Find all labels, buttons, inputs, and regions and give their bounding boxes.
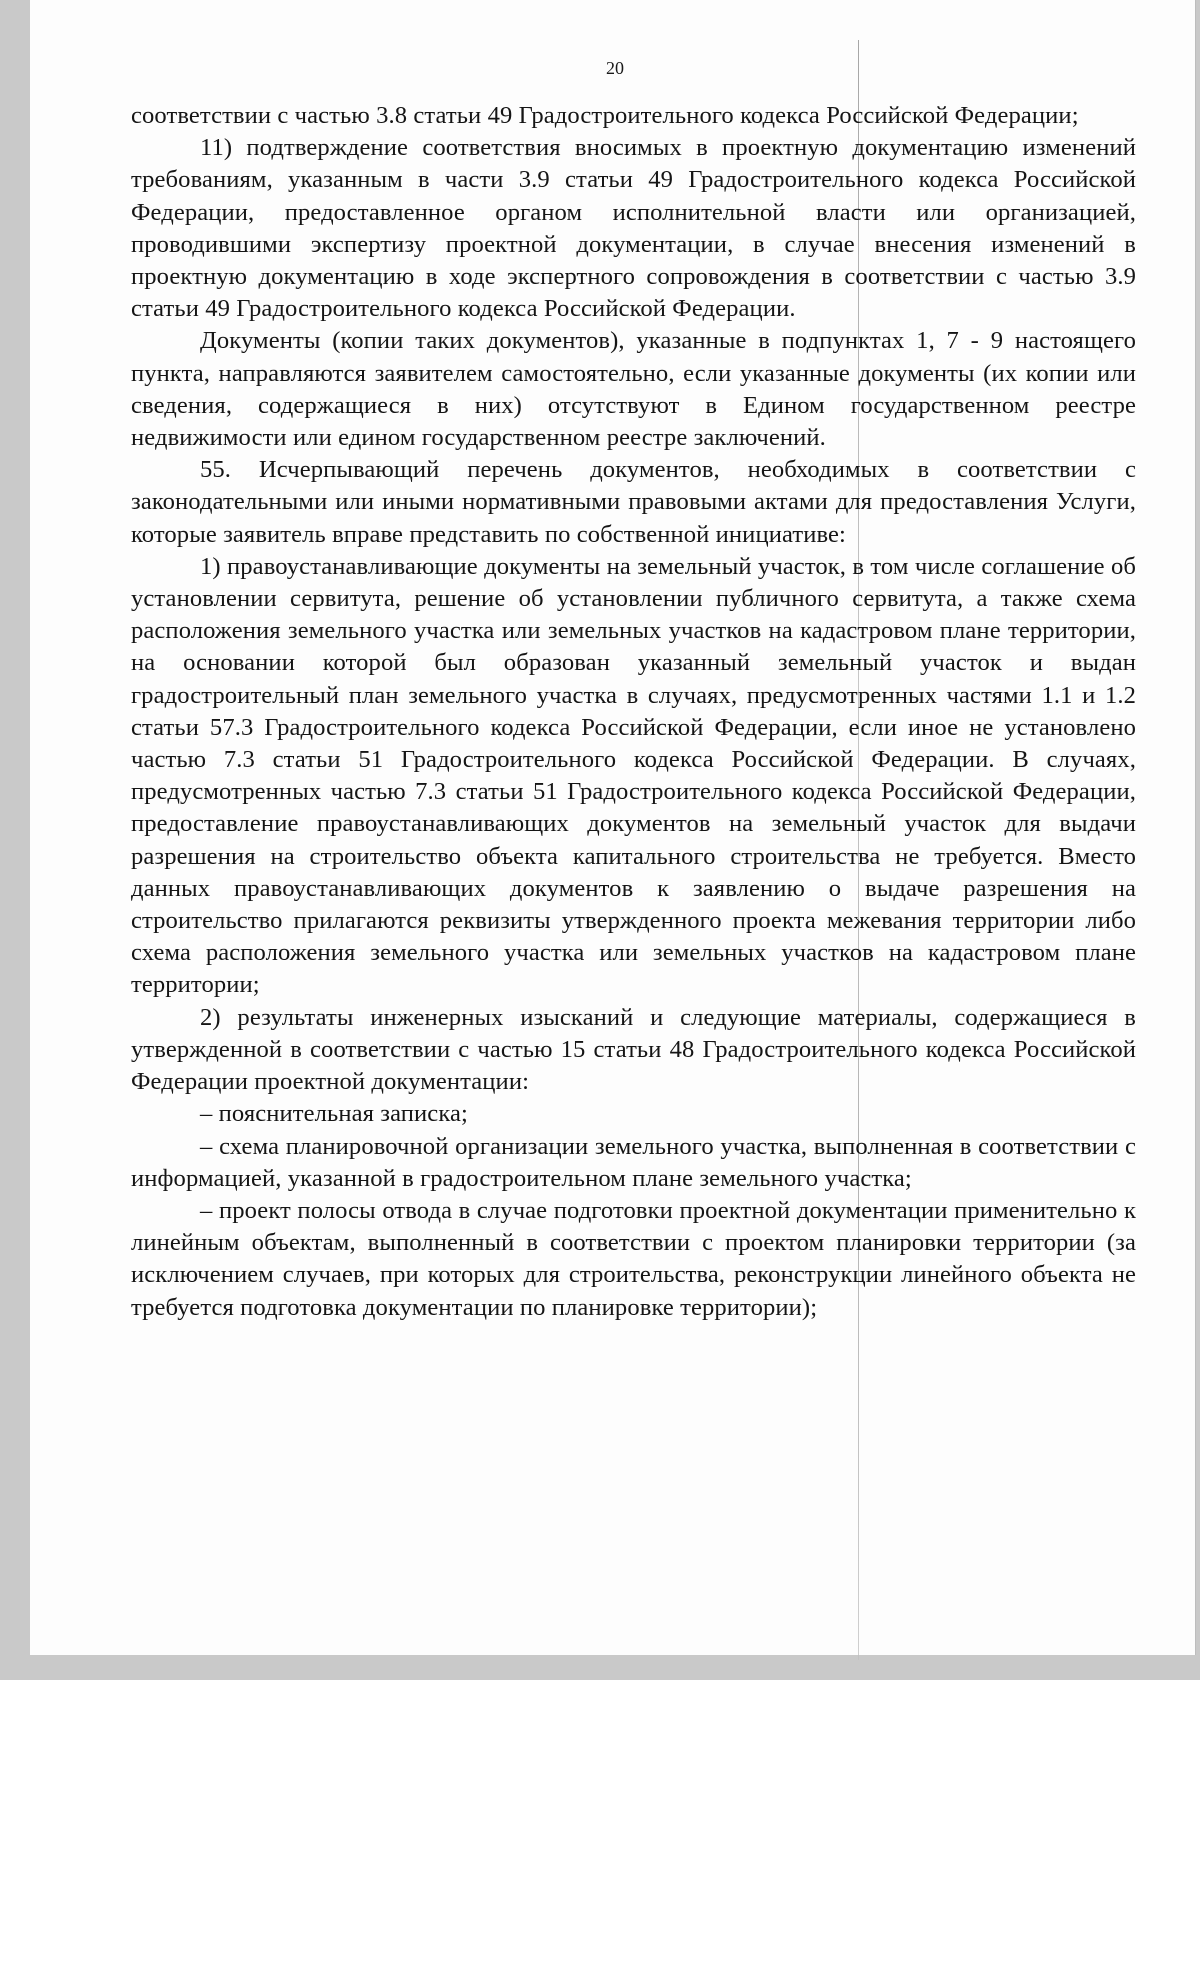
document-body — [131, 100, 1136, 1324]
paragraph-documents-note: Документы (копии таких документов), указанные в подпунктах 1, 7 - 9 настоящего пункта, направляются заявителем самостоятельно, если указанные документы (их копии или сведения, содержащиеся в них) отсутствуют в Едином государственном реестре недвижимости или едином государственном реестре заключений. — [131, 327, 1136, 452]
paragraph-item-2: 2) результаты инженерных изысканий и следующие материалы, содержащиеся в утвержденной в соответствии с частью 15 статьи 48 Градостроительного кодекса Российской Федерации проектной документации: — [131, 1003, 1136, 1096]
blank-area — [0, 1680, 1200, 1981]
list-item-right-of-way-project: – проект полосы отвода в случае подготовки проектной документации применительно к линейным объектам, выполненный в соответствии с проектом планировки территории (за исключением случаев, при которых для строительства, реконструкции линейного объекта не требуется подготовка документации по планировке территории); — [131, 1196, 1136, 1321]
list-item-site-plan-scheme: – схема планировочной организации земельного участка, выполненная в соответствии с информацией, указанной в градостроительном плане земельного участка; — [131, 1132, 1136, 1192]
page-number: 20 — [606, 58, 624, 78]
paragraph-item-11: 11) подтверждение соответствия вносимых в проектную документацию изменений требованиям, указанным в части 3.9 статьи 49 Градостроительного кодекса Российской Федерации, предоставленное органом исполнительной власти или организацией, проводившими экспертизу проектной документации, в случае внесения изменений в проектную документацию в ходе экспертного сопровождения в соответствии с частью 3.9 статьи 49 Градостроительного кодекса Российской Федерации. — [131, 134, 1136, 323]
list-item-explanatory-note: – пояснительная записка; — [200, 1100, 468, 1128]
paragraph-clause-55: 55. Исчерпывающий перечень документов, необходимых в соответствии с законодательными или иными нормативными правовыми актами для предоставления Услуги, которые заявитель вправе представить по собственной инициативе: — [131, 456, 1136, 548]
paragraph-continuation: соответствии с частью 3.8 статьи 49 Градостроительного кодекса Российской Федерации; — [131, 102, 1079, 129]
paragraph-item-1: 1) правоустанавливающие документы на земельный участок, в том числе соглашение об установлении сервитута, решение об установлении публичного сервитута, а также схема расположения земельного участка или земельных участков на кадастровом плане территории, на основании которой был образован указанный земельный участок и выдан градостроительный план земельного участка в случаях, предусмотренных частями 1.1 и 1.2 статьи 57.3 Градостроительного кодекса Российской Федерации, если иное не установлено частью 7.3 статьи 51 Градостроительного кодекса Российской Федерации. В случаях, предусмотренных частью 7.3 статьи 51 Градостроительного кодекса Российской Федерации, предоставление правоустанавливающих документов на земельный участок для выдачи разрешения на строительство объекта капитального строительства не требуется. Вместо данных правоустанавливающих документов к заявлению о выдаче разрешения на строительство прилагаются реквизиты утвержденного проекта межевания территории либо схема расположения земельного участка или земельных участков на кадастровом плане территории; — [131, 552, 1136, 999]
